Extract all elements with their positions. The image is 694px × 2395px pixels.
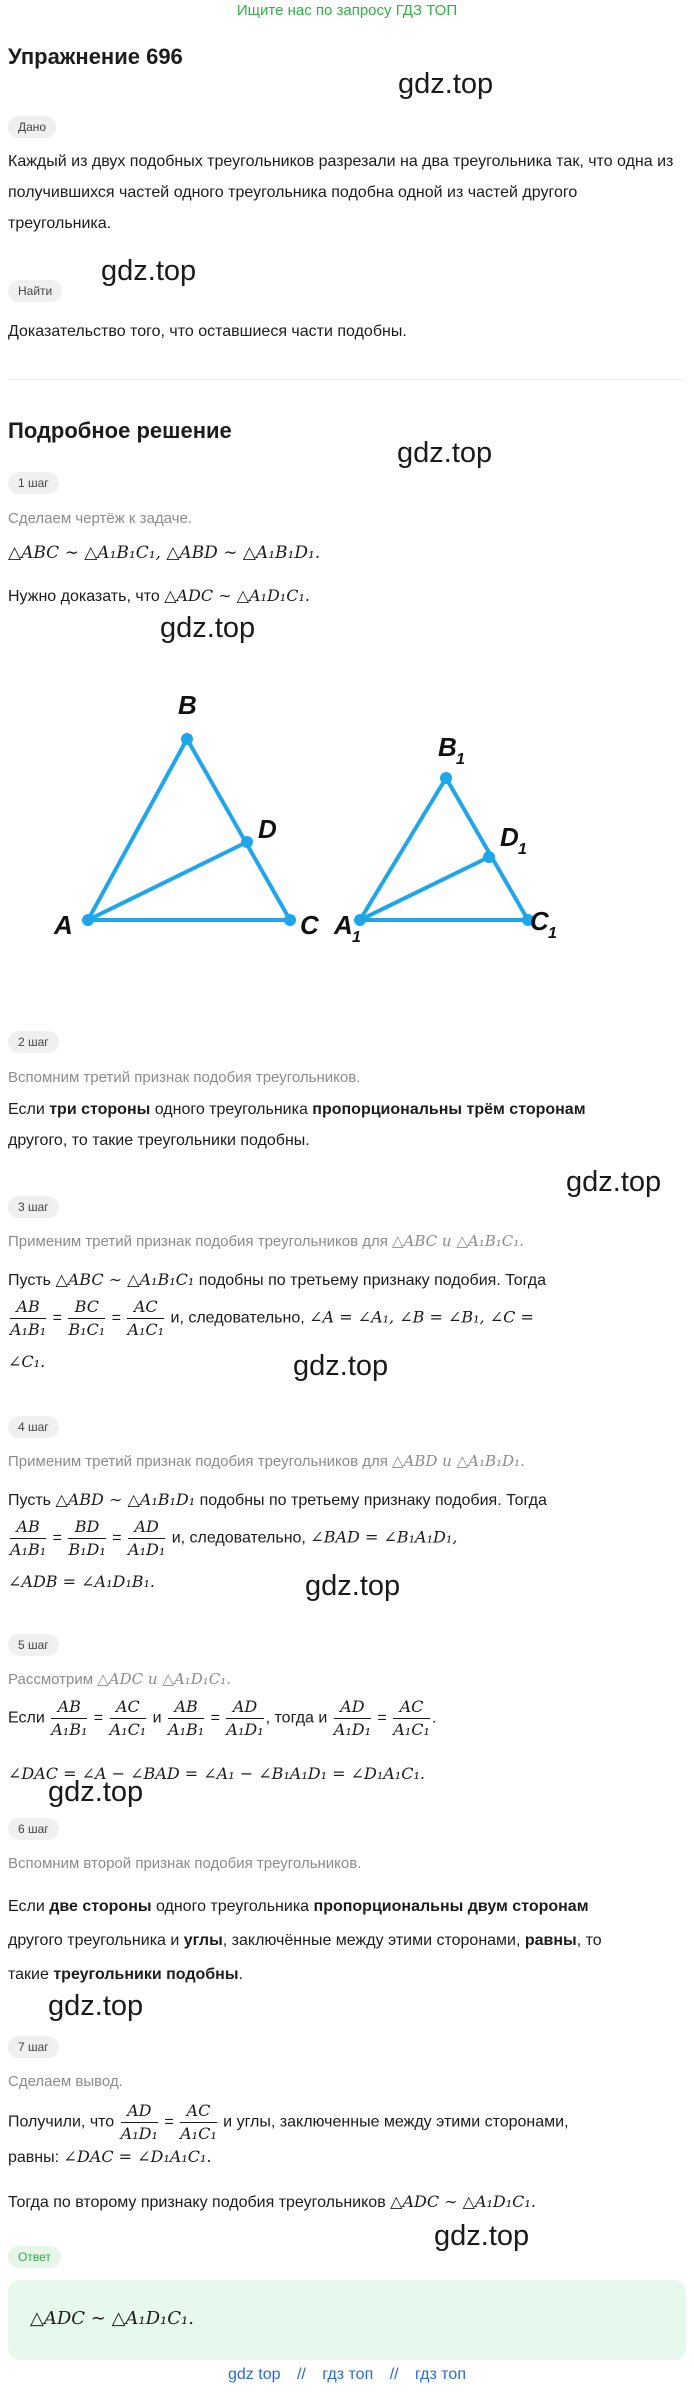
watermark: gdz.top (566, 1166, 662, 1198)
step-badge: 2 шаг (8, 1031, 59, 1053)
step-note: Вспомним второй признак подобия треугольников. (8, 1855, 362, 1872)
step-badge: 4 шаг (8, 1416, 59, 1438)
divider (8, 379, 684, 380)
watermark: gdz.top (397, 437, 493, 469)
step-note: Применим третий признак подобия треугольников для △ABC и △A₁B₁C₁. (8, 1232, 525, 1250)
footer-separator: // (389, 2366, 399, 2383)
step-text: равны: ∠DAC = ∠D₁A₁C₁. (8, 2147, 212, 2166)
find-text: Доказательство того, что оставшиеся части подобны. (8, 323, 407, 340)
proportion-line: $\frac{AB}{\text{A₁B₁}}$ = $\frac{BD}{\text{B₁D₁}}$ = $\frac{AD}{\text{A₁D₁}}$ и, следовательно, ∠BAD = ∠B₁A₁D₁, (10, 1517, 458, 1559)
proportion-line: $\frac{AB}{\text{A₁B₁}}$ = $\frac{BC}{\text{B₁C₁}}$ = $\frac{AC}{\text{A₁C₁}}$ и, следовательно, ∠A = ∠A₁, ∠B = ∠B₁, ∠C = (10, 1297, 534, 1339)
watermark: gdz.top (305, 1570, 401, 1602)
math-line: ∠DAC = ∠A − ∠BAD = ∠A₁ − ∠B₁A₁D₁ = ∠D₁A₁C₁. (8, 1764, 425, 1783)
step-note: Рассмотрим △ADC и △A₁D₁C₁. (8, 1670, 231, 1688)
label-A1: A (334, 910, 353, 940)
label-C1: C (530, 906, 549, 936)
watermark: gdz.top (293, 1350, 389, 1382)
answer-badge: Ответ (8, 2246, 61, 2268)
label-B: B (178, 690, 197, 720)
step-badge: 7 шаг (8, 2036, 59, 2058)
step-note: Вспомним третий признак подобия треугольников. (8, 1069, 361, 1086)
watermark: gdz.top (101, 255, 197, 287)
label-D1-sub: 1 (518, 841, 527, 858)
label-A1-sub: 1 (352, 929, 361, 946)
watermark: gdz.top (434, 2220, 530, 2252)
footer-link[interactable]: gdz top (228, 2366, 281, 2383)
label-C1-sub: 1 (548, 925, 557, 942)
footer-separator: // (296, 2366, 306, 2383)
point-B (181, 733, 193, 745)
point-A (82, 914, 94, 926)
label-D: D (258, 814, 277, 844)
given-text: Каждый из двух подобных треугольников разрезали на два треугольника так, что одна из получившихся частей одного треугольника подобна одной из частей другого треугольника. (8, 153, 674, 232)
step-text: Пусть △ABD ∼ △A₁B₁D₁ подобны по третьему признаку подобия. Тогда (8, 1490, 547, 1509)
footer-link[interactable]: гдз топ (322, 2366, 374, 2383)
point-D (241, 836, 253, 848)
step-text: Тогда по второму признаку подобия треугольников △ADC ∼ △A₁D₁C₁. (8, 2192, 536, 2211)
step-text: Нужно доказать, что △ADC ∼ △A₁D₁C₁. (8, 586, 310, 605)
step-badge: 1 шаг (8, 472, 59, 494)
exercise-title: Упражнение 696 (8, 44, 183, 69)
answer-text: △ADC ∼ △A₁D₁C₁. (30, 2308, 194, 2329)
footer-link[interactable]: гдз топ (415, 2366, 466, 2383)
label-D1: D (500, 822, 519, 852)
math-line: ∠ADB = ∠A₁D₁B₁. (8, 1572, 155, 1591)
label-A: A (54, 910, 73, 940)
math-line: △ABC ∼ △A₁B₁C₁, △ABD ∼ △A₁B₁D₁. (8, 543, 321, 563)
math-line: ∠C₁. (8, 1352, 46, 1371)
step-badge: 3 шаг (8, 1196, 59, 1218)
label-C: C (300, 910, 319, 940)
watermark: gdz.top (48, 1990, 144, 2022)
bottom-links (0, 2366, 694, 2384)
watermark: gdz.top (398, 68, 494, 100)
point-B1 (440, 772, 452, 784)
label-B1-sub: 1 (456, 751, 465, 768)
find-badge: Найти (8, 280, 62, 302)
answer-box (8, 2280, 686, 2360)
watermark: gdz.top (160, 612, 256, 644)
proportion-line: Получили, что $\frac{AD}{\text{A₁D₁}}$ = $\frac{AC}{\text{A₁C₁}}$ и углы, заключенные между этими сторонами, (8, 2101, 569, 2143)
given-badge: Дано (8, 116, 56, 138)
step-note: Сделаем вывод. (8, 2073, 123, 2090)
step-badge: 6 шаг (8, 1818, 59, 1840)
label-B1: B (438, 732, 457, 762)
top-banner-link[interactable]: Ищите нас по запросу ГДЗ ТОП (236, 2, 458, 19)
watermark: gdz.top (48, 1776, 144, 1808)
step-note: Сделаем чертёж к задаче. (8, 510, 192, 527)
step-text: Пусть △ABC ∼ △A₁B₁C₁ подобны по третьему признаку подобия. Тогда (8, 1270, 546, 1289)
point-D1 (483, 851, 495, 863)
step-note: Применим третий признак подобия треугольников для △ABD и △A₁B₁D₁. (8, 1452, 525, 1470)
point-A1 (354, 914, 366, 926)
step-text: Если три стороны одного треугольника пропорциональны трём сторонам другого, то такие треугольники подобны. (8, 1101, 586, 1149)
solution-title: Подробное решение (8, 418, 232, 443)
triangles-figure (0, 680, 694, 950)
step-text: Если две стороны одного треугольника пропорциональны двум сторонам другого треугольника и углы, заключённые между этими сторонами, равны, то такие треугольники подобны. (8, 1898, 602, 1983)
point-C (284, 914, 296, 926)
proportion-line: Если $\frac{AB}{\text{A₁B₁}}$ = $\frac{AC}{\text{A₁C₁}}$ и $\frac{AB}{\text{A₁B₁}}$ = $\frac{AD}{\text{A₁D₁}}$ , тогда и $\frac{AD}{\text{A₁D₁}}$ = $\frac{AC}{\text{A₁C₁}}$ . (8, 1697, 437, 1739)
step-badge: 5 шаг (8, 1634, 59, 1656)
